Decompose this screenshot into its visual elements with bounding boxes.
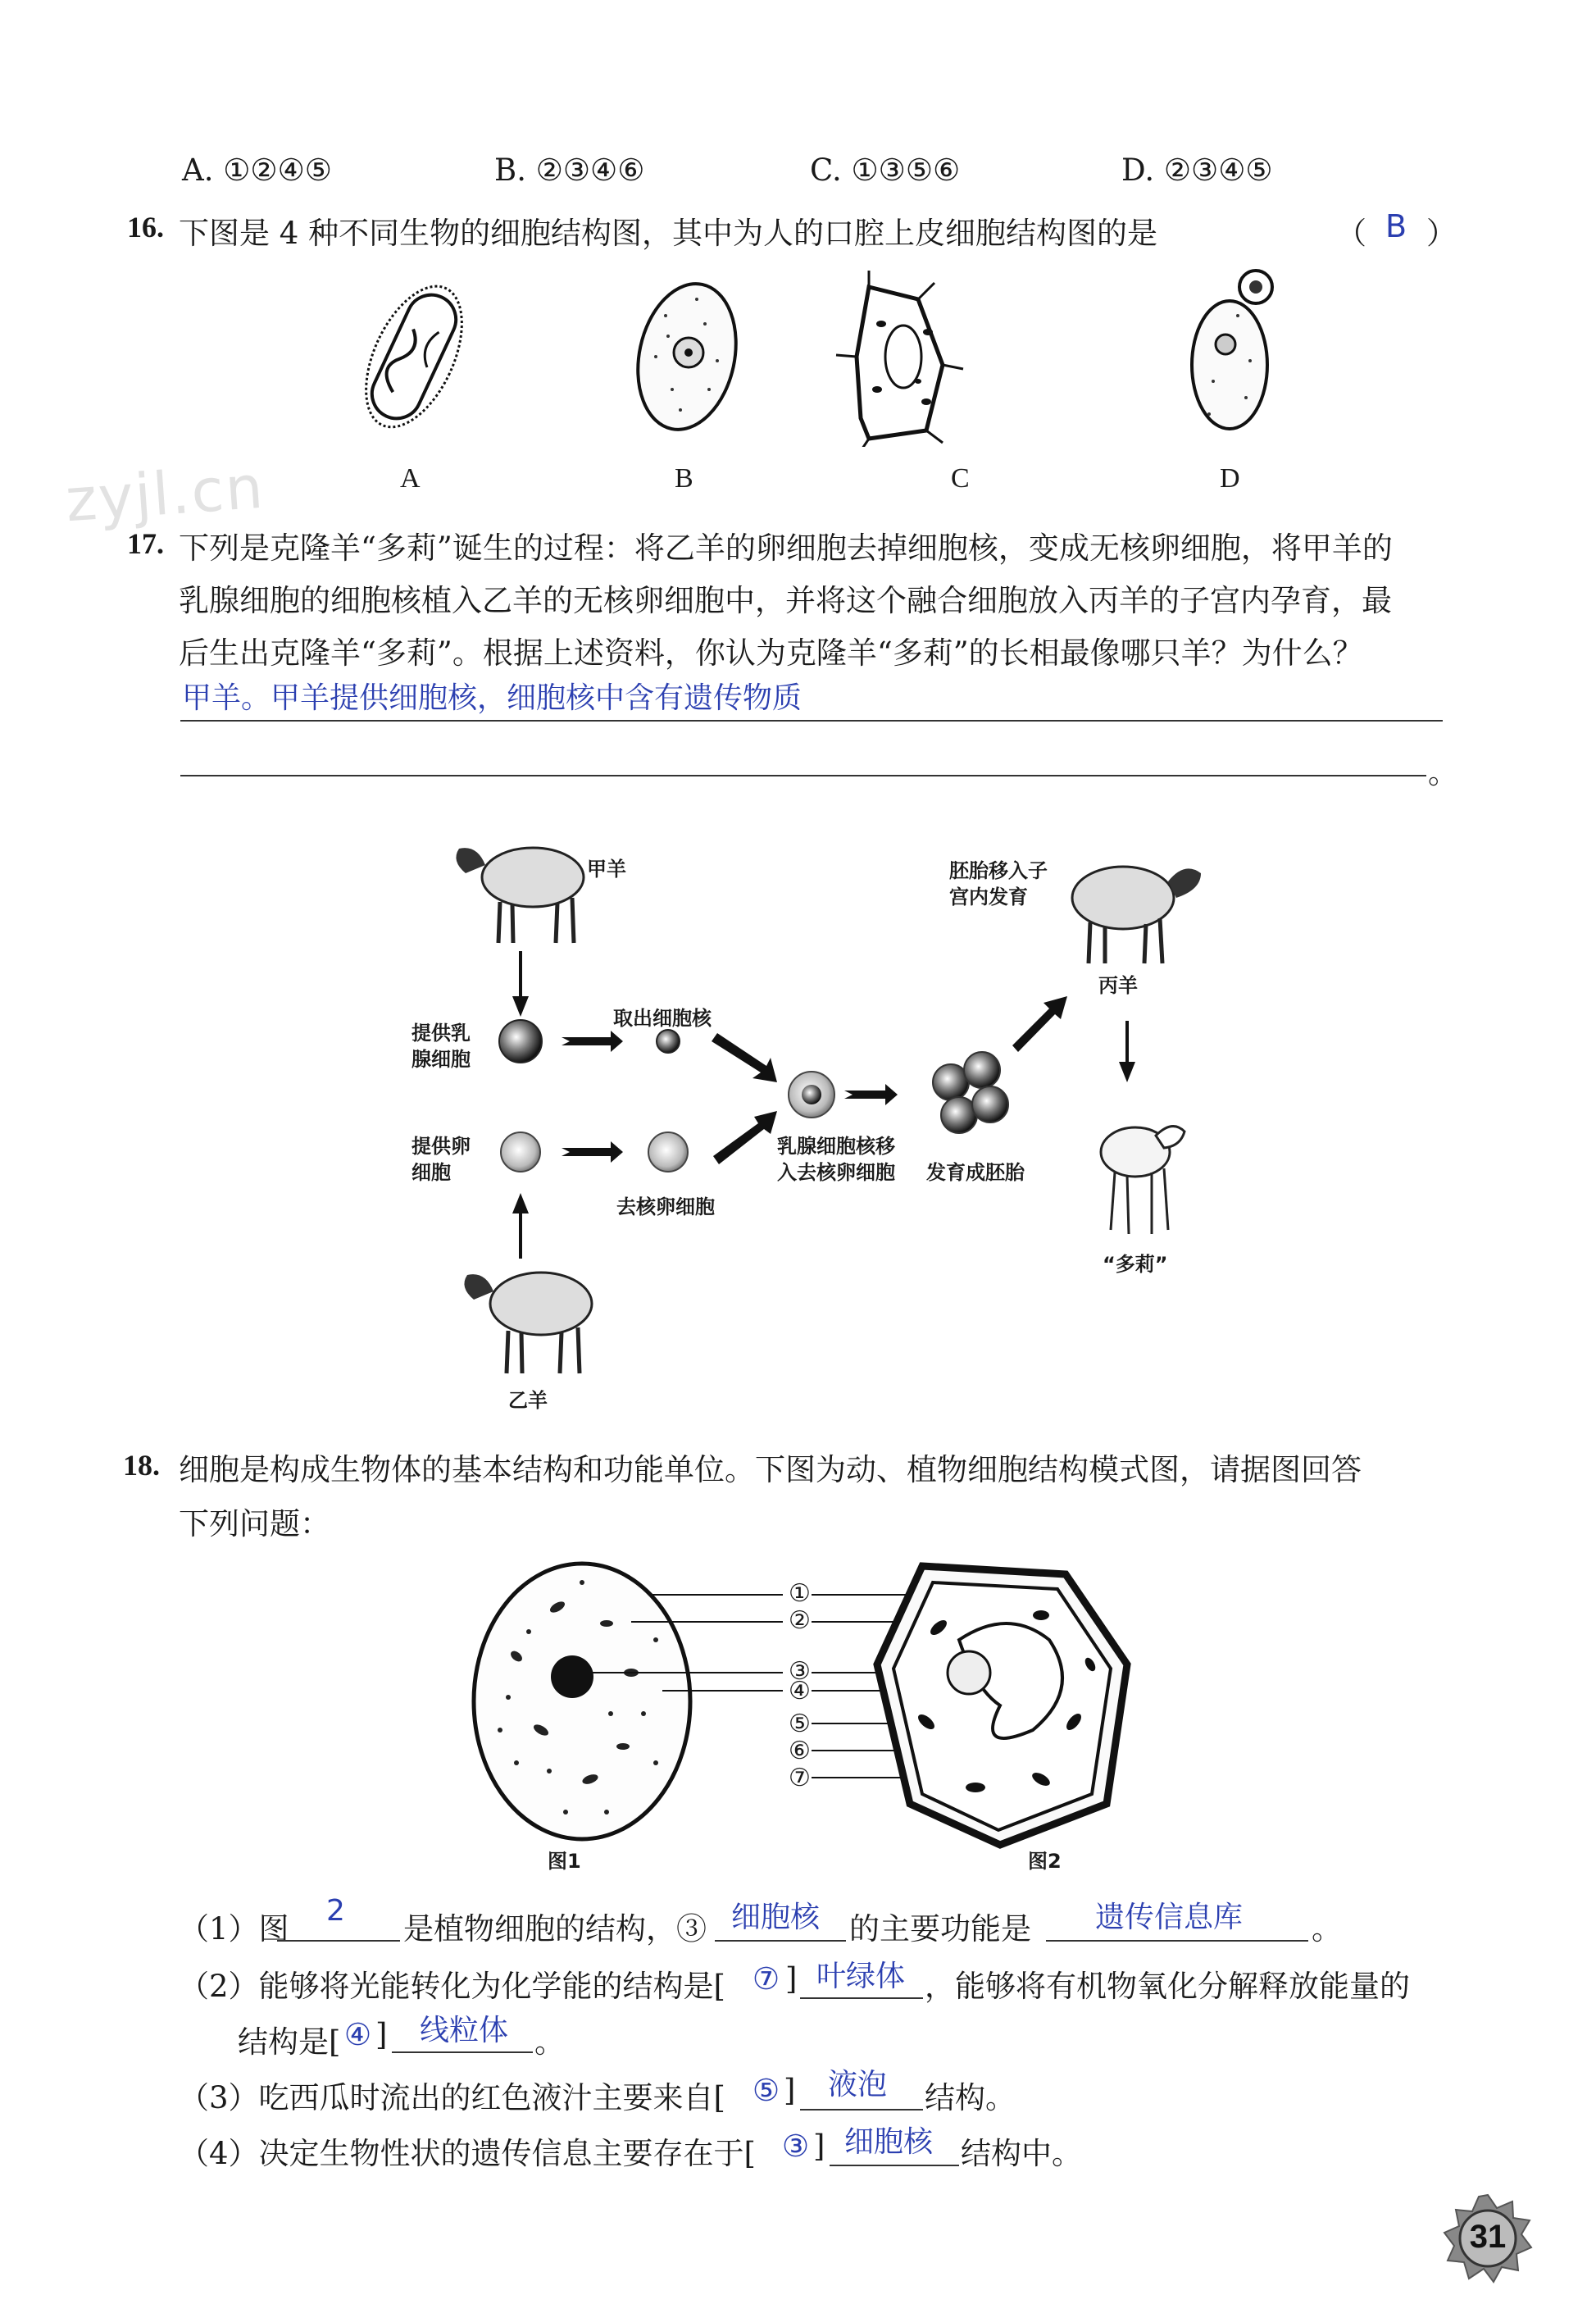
q16-answer: B xyxy=(1385,208,1407,244)
q15-option-b: B. ②③④⑥ xyxy=(494,153,645,188)
clone-diagram xyxy=(393,799,1254,1423)
q18-line1: 细胞是构成生物体的基本结构和功能单位。下图为动、植物细胞结构模式图，请据图回答 xyxy=(179,1452,1362,1487)
marker-6: ⑥ xyxy=(789,1737,811,1764)
q17-end-mark: 。 xyxy=(1428,755,1458,790)
s2-blank1 xyxy=(800,1997,923,1999)
s2-m1: ⑦ xyxy=(753,1961,780,1997)
animal-cell xyxy=(474,1564,690,1839)
label-provide-mammary-1: 提供乳 xyxy=(412,1022,471,1045)
marker-2: ② xyxy=(789,1607,811,1634)
q17-line2: 乳腺细胞的细胞核植入乙羊的无核卵细胞中，并将这个融合细胞放入丙羊的子宫内孕育，最 xyxy=(179,583,1392,618)
marker-7: ⑦ xyxy=(789,1764,811,1792)
fig2-caption: 图2 xyxy=(1028,1850,1062,1873)
q17-line3: 后生出克隆羊“多莉”。根据上述资料，你认为克隆羊“多莉”的长相最像哪只羊？为什么？ xyxy=(179,635,1363,671)
s4-c: 结构中。 xyxy=(961,2136,1082,2171)
q15-option-a: A. ①②④⑤ xyxy=(182,153,332,188)
s2-b: ] xyxy=(785,1961,798,1997)
s1-c: 的主要功能是 xyxy=(849,1911,1031,1947)
q16-paren-close: ） xyxy=(1426,216,1457,251)
q15-option-d: D. ②③④⑤ xyxy=(1121,153,1273,188)
cell-b-cheek xyxy=(625,275,749,439)
q17-line1: 下列是克隆羊“多莉”诞生的过程：将乙羊的卵细胞去掉细胞核，变成无核卵细胞，将甲羊的 xyxy=(179,530,1393,566)
s3-blank xyxy=(800,2109,923,2110)
label-transfer-1: 乳腺细胞核移 xyxy=(777,1135,895,1158)
s1-blank1 xyxy=(277,1940,400,1942)
s4-a: （4）决定生物性状的遗传信息主要存在于[ xyxy=(179,2136,756,2171)
sheep-b xyxy=(464,1273,592,1373)
marker-5: ⑤ xyxy=(789,1710,811,1737)
q16-cell-drawings xyxy=(344,266,1287,447)
s1-ans2: 细胞核 xyxy=(731,1901,821,1934)
page-number: 31 xyxy=(1469,2219,1507,2255)
s3-c: 结构。 xyxy=(925,2080,1016,2115)
q18-number: 18. xyxy=(123,1449,160,1482)
s2-e: ] xyxy=(375,2017,388,2052)
s4-blank xyxy=(830,2165,959,2166)
q17-answer-line-1 xyxy=(180,720,1443,722)
watermark: zyjl.cn xyxy=(63,452,267,535)
s4-b: ] xyxy=(813,2129,825,2164)
marker-3: ③ xyxy=(789,1658,811,1685)
s1-blank3 xyxy=(1046,1940,1308,1942)
label-implant-2: 宫内发育 xyxy=(949,886,1028,908)
cell-a-bacterium xyxy=(347,271,482,441)
s2-f: 。 xyxy=(534,2024,565,2060)
label-sheep-a: 甲羊 xyxy=(587,858,626,881)
s1-blank2 xyxy=(715,1940,846,1942)
s3-m: ⑤ xyxy=(753,2073,780,2108)
label-take-nucleus: 取出细胞核 xyxy=(613,1007,712,1030)
s1-d: 。 xyxy=(1312,1911,1342,1947)
q17-answer-line-2 xyxy=(180,775,1426,776)
q16-paren-open: （ xyxy=(1336,216,1366,251)
sheep-c xyxy=(1072,867,1201,963)
q16-label-d: D xyxy=(1220,463,1240,494)
q16-label-c: C xyxy=(951,463,970,494)
q18-line2: 下列问题： xyxy=(179,1506,330,1541)
cell-d-yeast xyxy=(1192,271,1272,429)
cell-c-plant xyxy=(836,271,963,447)
s2-c: ，能够将有机物氧化分解释放能量的 xyxy=(925,1969,1410,2004)
s1-ans3: 遗传信息库 xyxy=(1095,1901,1244,1934)
label-provide-egg-1: 提供卵 xyxy=(412,1135,471,1158)
label-dolly: “多莉” xyxy=(1103,1253,1168,1276)
plant-cell xyxy=(877,1566,1127,1845)
q18-cell-diagrams xyxy=(467,1558,1156,1853)
label-provide-mammary-2: 腺细胞 xyxy=(412,1048,471,1071)
s3-b: ] xyxy=(784,2073,796,2108)
s2-a: （2）能够将光能转化为化学能的结构是[ xyxy=(179,1969,725,2004)
q16-label-b: B xyxy=(675,463,693,494)
s2-d: 结构是[ xyxy=(238,2024,341,2060)
q16-number: 16. xyxy=(127,211,164,244)
q17-number: 17. xyxy=(127,527,164,560)
label-provide-egg-2: 细胞 xyxy=(412,1161,451,1184)
q17-answer: 甲羊。甲羊提供细胞核，细胞核中含有遗传物质 xyxy=(182,681,803,715)
sheep-dolly xyxy=(1101,1127,1184,1234)
marker-4: ④ xyxy=(789,1678,811,1705)
q16-text: 下图是 4 种不同生物的细胞结构图，其中为人的口腔上皮细胞结构图的是 xyxy=(179,216,1158,251)
label-transfer-2: 入去核卵细胞 xyxy=(777,1161,895,1184)
sheep-a xyxy=(456,848,584,943)
s3-a: （3）吃西瓜时流出的红色液汁主要来自[ xyxy=(179,2080,725,2115)
s3-ans: 液泡 xyxy=(828,2068,888,2101)
s4-ans: 细胞核 xyxy=(844,2125,934,2159)
s2-ans2: 线粒体 xyxy=(420,2014,509,2047)
q16-label-a: A xyxy=(400,463,421,494)
q15-option-c: C. ①③⑤⑥ xyxy=(810,153,961,188)
label-implant-1: 胚胎移入子 xyxy=(949,859,1048,882)
label-sheep-b: 乙羊 xyxy=(508,1389,548,1412)
marker-1: ① xyxy=(789,1580,811,1607)
label-sheep-c: 丙羊 xyxy=(1098,974,1138,997)
s1-a: （1）图 xyxy=(179,1911,289,1947)
s1-ans1: 2 xyxy=(326,1894,345,1928)
fig1-caption: 图1 xyxy=(548,1850,581,1873)
label-develop: 发育成胚胎 xyxy=(926,1161,1025,1184)
s4-m: ③ xyxy=(782,2129,810,2164)
label-enucleated-egg: 去核卵细胞 xyxy=(616,1195,715,1218)
s2-m2: ④ xyxy=(344,2017,372,2052)
s2-blank2 xyxy=(392,2051,533,2053)
s1-b: 是植物细胞的结构，③ xyxy=(403,1911,707,1947)
s2-ans1: 叶绿体 xyxy=(816,1960,906,1993)
